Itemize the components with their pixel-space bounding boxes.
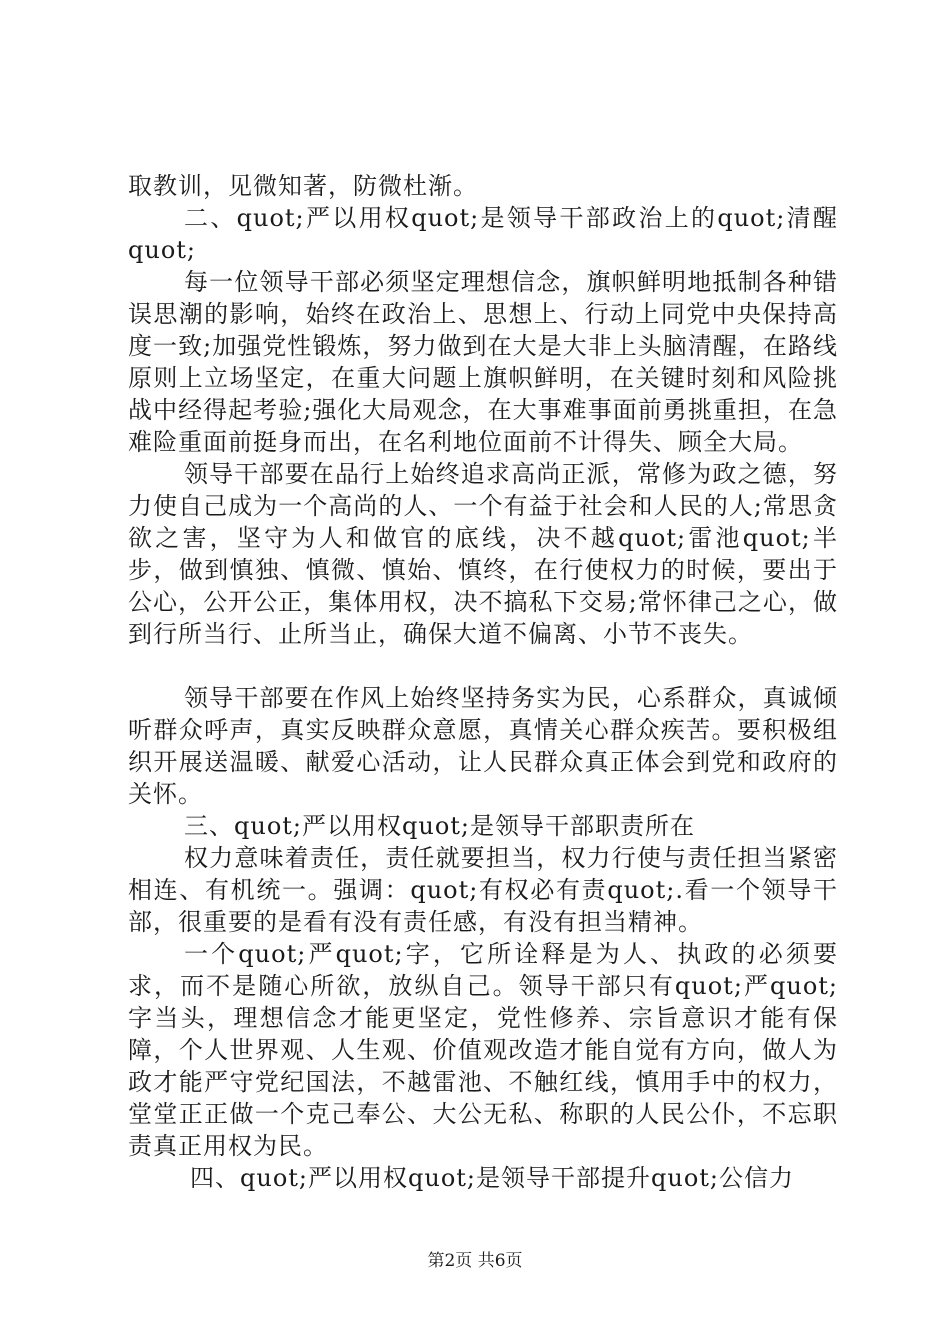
paragraph: 领导干部要在品行上始终追求高尚正派，常修为政之德，努力使自己成为一个高尚的人、一个有益于社会和人民的人;常思贪欲之害，坚守为人和做官的底线，决不越quot;雷池quot;半步，做到慎独、慎微、慎始、慎终，在行使权力的时候，要出于公心，公开公正，集体用权，决不搞私下交易;常怀律己之心，做到行所当行、止所当止，确保大道不偏离、小节不丧失。: [128, 460, 838, 648]
section-heading-4: 四、quot;严以用权quot;是领导干部提升quot;公信力: [190, 1164, 794, 1192]
paragraph: 一个quot;严quot;字，它所诠释是为人、执政的必须要求，而不是随心所欲，放纵自己。领导干部只有quot;严quot;字当头，理想信念才能更坚定，党性修养、宗旨意识才能有保障，个人世界观、人生观、价值观改造才能自觉有方向，做人为政才能严守党纪国法，不越雷池、不触红线，慎用手中的权力，堂堂正正做一个克己奉公、大公无私、称职的人民公仆，不忘职责真正用权为民。: [128, 940, 838, 1160]
document-body: [128, 170, 838, 1194]
paragraph: 每一位领导干部必须坚定理想信念，旗帜鲜明地抵制各种错误思潮的影响，始终在政治上、思想上、行动上同党中央保持高度一致;加强党性锻炼，努力做到在大是大非上头脑清醒，在路线原则上立场坚定，在重大问题上旗帜鲜明，在关键时刻和风险挑战中经得起考验;强化大局观念，在大事难事面前勇挑重担，在急难险重面前挺身而出，在名利地位面前不计得失、顾全大局。: [128, 268, 838, 456]
paragraph: 权力意味着责任，责任就要担当，权力行使与责任担当紧密相连、有机统一。强调：quot;有权必有责quot;.看一个领导干部，很重要的是看有没有责任感，有没有担当精神。: [128, 844, 838, 936]
paragraph: 领导干部要在作风上始终坚持务实为民，心系群众，真诚倾听群众呼声，真实反映群众意愿，真情关心群众疾苦。要积极组织开展送温暖、献爱心活动，让人民群众真正体会到党和政府的关怀。: [128, 684, 838, 808]
page-number-footer: 第2页 共6页: [427, 1251, 523, 1271]
section-heading-3: 三、quot;严以用权quot;是领导干部职责所在: [184, 812, 695, 840]
paragraph-continuation: 取教训，见微知著，防微杜渐。: [128, 172, 478, 200]
section-heading-2: 二、quot;严以用权quot;是领导干部政治上的quot;清醒quot;: [128, 204, 838, 264]
